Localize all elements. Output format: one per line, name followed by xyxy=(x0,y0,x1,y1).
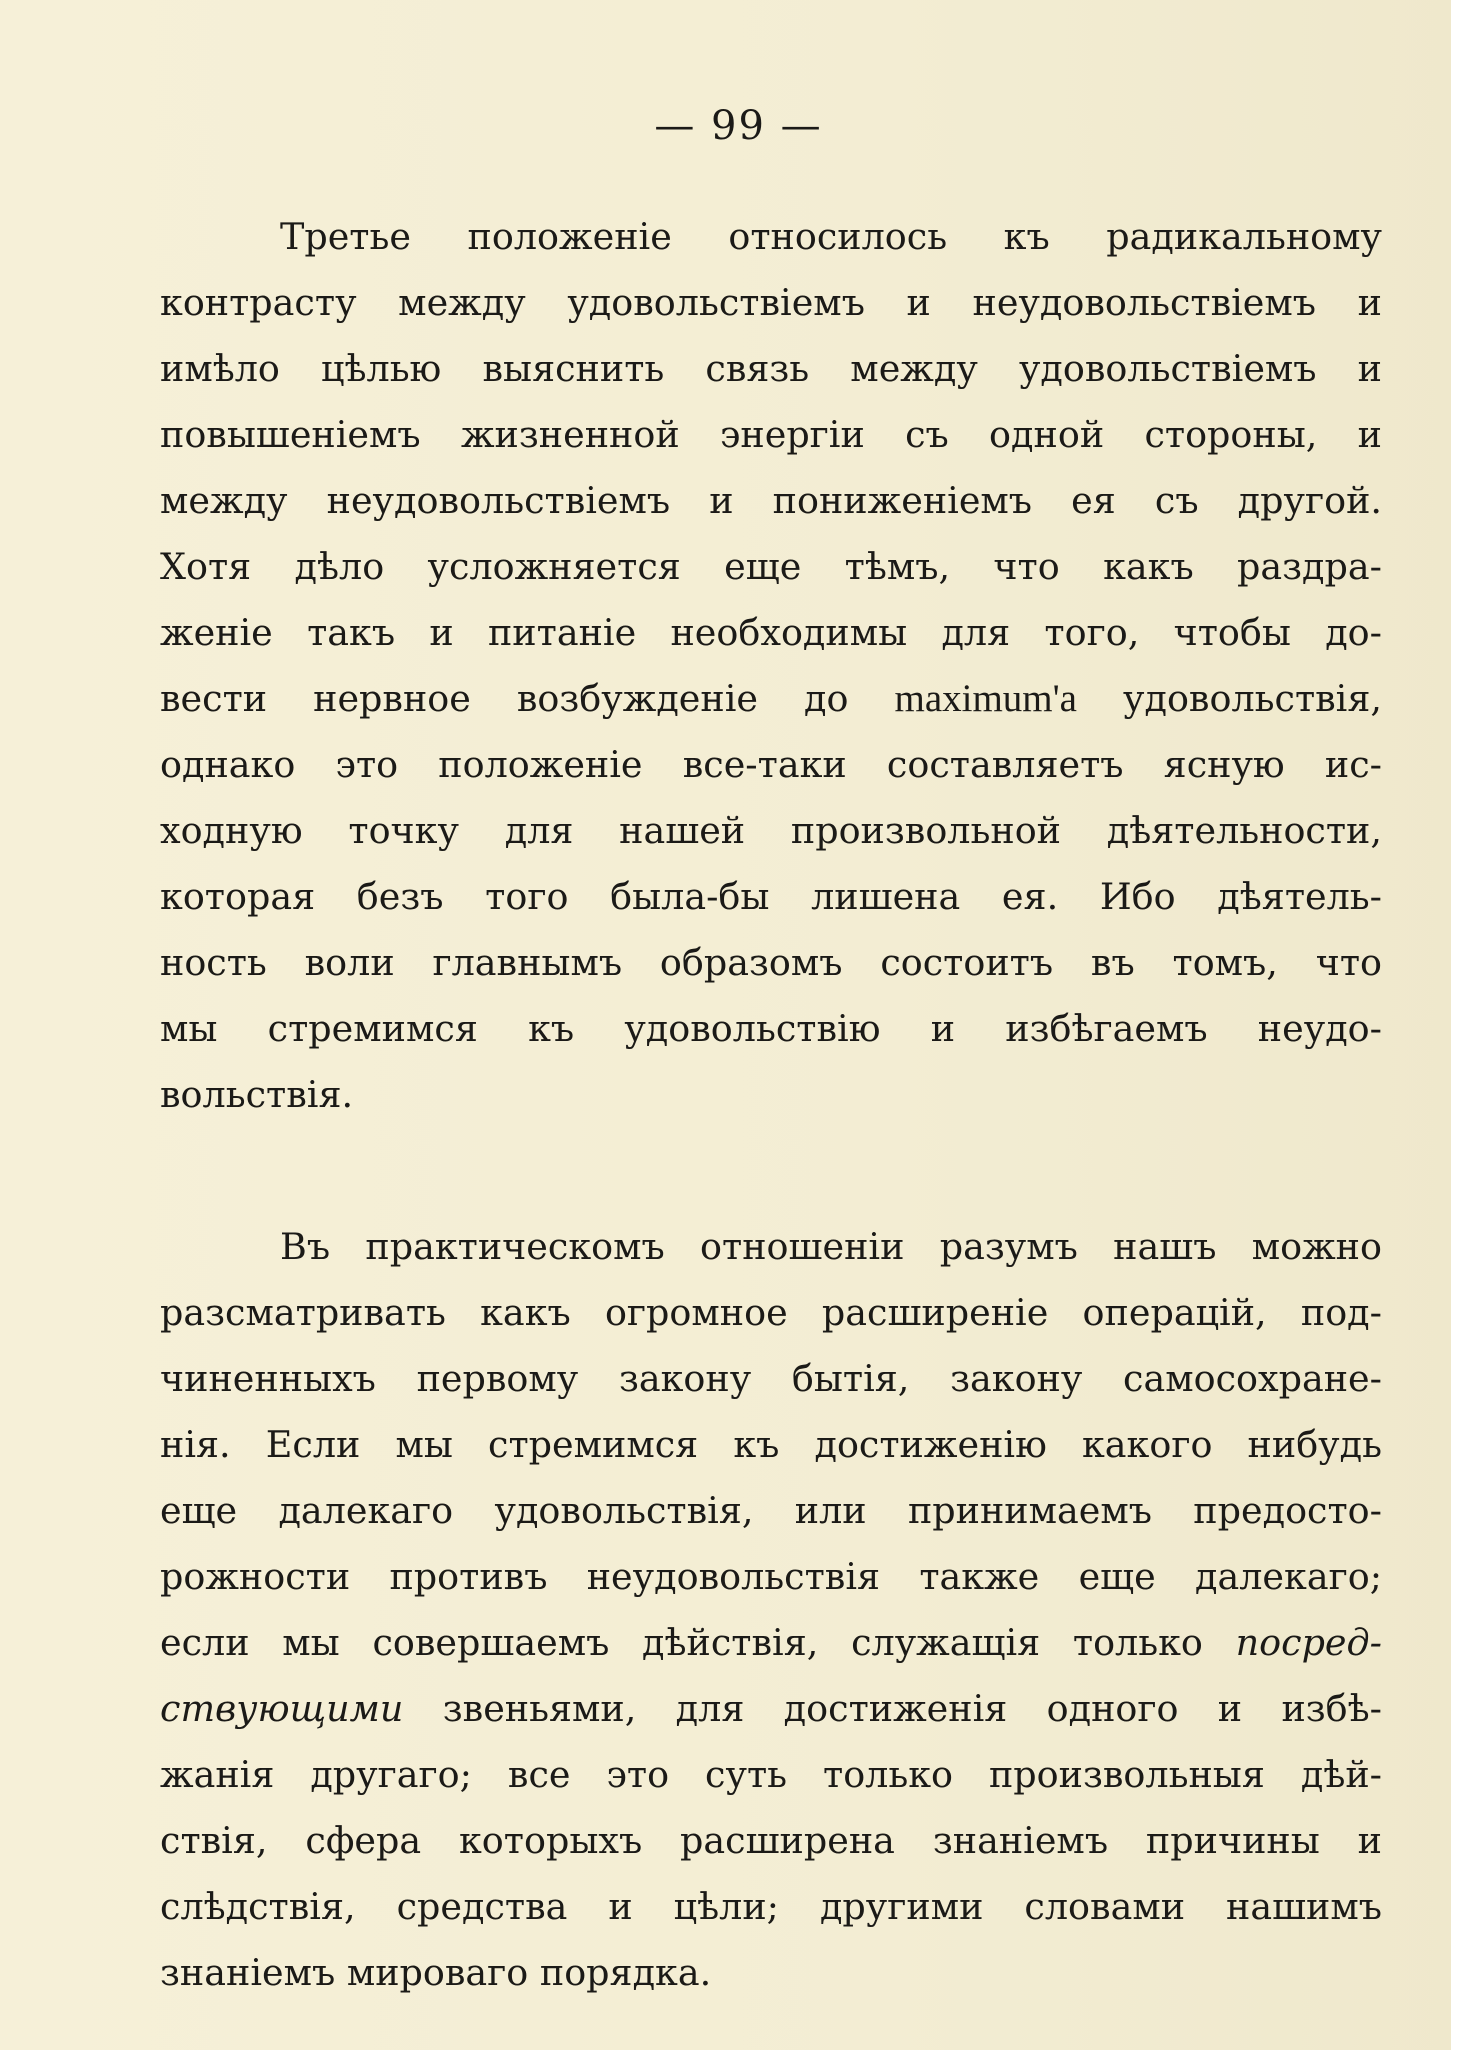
text-line: нія. Если мы стремимся къ достиженію какого нибудь xyxy=(160,1423,1382,1466)
text-line: ходную точку для нашей произвольной дѣятельности, xyxy=(160,809,1382,852)
text-line: разсматривать какъ огромное расширеніе операцій, под- xyxy=(160,1291,1382,1334)
italic-term: ствующими xyxy=(160,1687,404,1730)
text-line: рожности противъ неудовольствія также еще далекаго; xyxy=(160,1555,1382,1598)
text-line: ность воли главнымъ образомъ состоитъ въ томъ, что xyxy=(160,941,1382,984)
latin-term: maximum'а xyxy=(894,677,1077,720)
text-line: знаніемъ мироваго порядка. xyxy=(160,1951,712,1994)
text-line: контрасту между удовольствіемъ и неудовольствіемъ и xyxy=(160,281,1382,324)
text-line: слѣдствія, средства и цѣли; другими словами нашимъ xyxy=(160,1885,1382,1928)
text-line: имѣло цѣлью выяснить связь между удовольствіемъ и xyxy=(160,347,1382,390)
text-line: повышеніемъ жизненной энергіи съ одной стороны, и xyxy=(160,413,1382,456)
text-line: которая безъ того была-бы лишена ея. Ибо дѣятель- xyxy=(160,875,1382,918)
text-line-with-italic xyxy=(160,1676,1382,1742)
text-body xyxy=(160,204,1382,2006)
text-line-with-italic xyxy=(160,1610,1382,1676)
text-line-with-latin-term xyxy=(160,666,1382,732)
text-line: мы стремимся къ удовольствію и избѣгаемъ неудо- xyxy=(160,1007,1382,1050)
text-line: еще далекаго удовольствія, или принимаемъ предосто- xyxy=(160,1489,1382,1532)
text-line: между неудовольствіемъ и пониженіемъ ея съ другой. xyxy=(160,479,1382,522)
text-line: Третье положеніе относилось къ радикальному xyxy=(280,215,1382,258)
text-line: Хотя дѣло усложняется еще тѣмъ, что какъ раздра- xyxy=(160,545,1382,588)
text-segment: вести нервное возбужденіе до xyxy=(160,677,895,720)
text-line: чиненныхъ первому закону бытія, закону самосохране- xyxy=(160,1357,1382,1400)
paragraph-1 xyxy=(160,204,1382,1128)
page-number: — 99 — xyxy=(654,103,823,149)
text-line: однако это положеніе все-таки составляетъ ясную ис- xyxy=(160,743,1382,786)
page-edge-margin xyxy=(1451,0,1477,2050)
paragraph-2 xyxy=(160,1214,1382,2006)
text-line: ствія, сфера которыхъ расширена знаніемъ причины и xyxy=(160,1819,1382,1862)
text-line: жанія другаго; все это суть только произвольныя дѣй- xyxy=(160,1753,1382,1796)
text-line: Въ практическомъ отношеніи разумъ нашъ можно xyxy=(280,1225,1382,1268)
text-segment: если мы совершаемъ дѣйствія, служащія только xyxy=(160,1621,1236,1664)
italic-term: посред- xyxy=(1235,1621,1382,1664)
text-line: вольствія. xyxy=(160,1073,354,1116)
text-segment: звеньями, для достиженія одного и избѣ- xyxy=(403,1687,1382,1730)
text-line: женіе такъ и питаніе необходимы для того, чтобы до- xyxy=(160,611,1382,654)
text-segment: удовольствія, xyxy=(1076,677,1382,720)
